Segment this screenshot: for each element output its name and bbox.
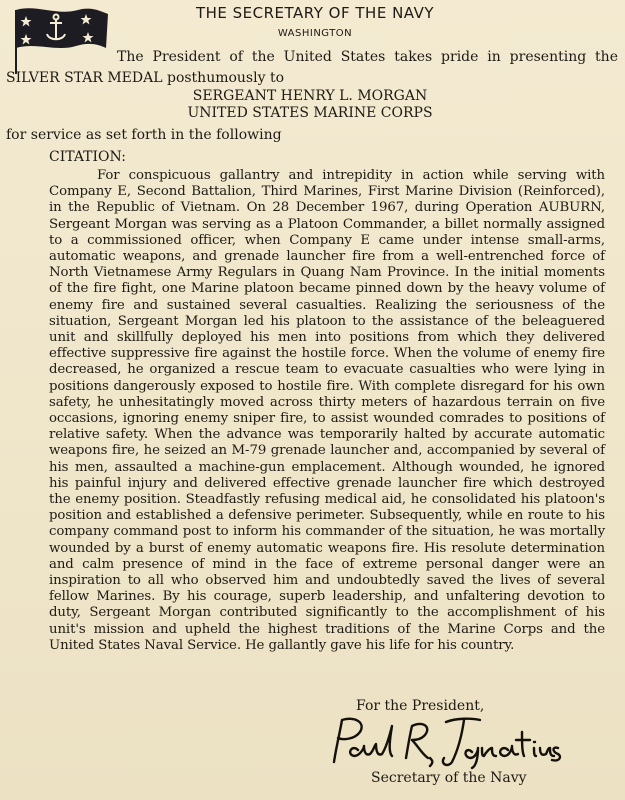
citation-text: For conspicuous gallantry and intrepidity in action while serving with Company E, Second Battalion, Third Marines, First Marine Division (Reinforced), in the Republic of Vietnam. On 28 December 1967, during Operation AUBURN, Sergeant Morgan was serving as a Platoon Commander, a billet normally assigned to a commissioned officer, when Company E came under intense small-arms, automatic weapons, and grenade launcher fire from a well-entrenched force of North Vietnamese Army Regulars in Quang Nam Province. In the initial moments of the fire fight, one Marine platoon became pinned down by the heavy volume of enemy fire and sustained several casualties. Realizing the seriousness of the situation, Sergeant Morgan led his platoon to the assistance of the beleaguered unit and skillfully deployed his men into positions from which they delivered effective suppressive fire against the hostile force. When the volume of enemy fire decreased, he organized a rescue team to evacuate casualties who were lying in positions dangerously exposed to hostile fire. With complete disregard for his own safety, he unhesitatingly moved across thirty meters of hazardous terrain on five occasions, ignoring enemy sniper fire, to assist wounded comrades to positions of relative safety. When the advance was temporarily halted by accurate automatic weapons fire, he seized an M-79 grenade launcher and, accompanied by several of his men, assaulted a machine-gun emplacement. Although wounded, he ignored his painful injury and delivered effective grenade launcher fire which destroyed the enemy position. Steadfastly refusing medical aid, he consolidated his platoon's position and established a defensive perimeter. Subsequently, while en route to his company command post to inform his commander of the situation, he was mortally wounded by a burst of enemy automatic weapons fire. His resolute determination and calm presence of mind in the face of extreme personal danger were an inspiration to all who observed him and undoubtedly saved the lives of several fellow Marines. By his courage, superb leadership, and unfaltering devotion to duty, Sergeant Morgan contributed significantly to the accomplishment of his unit's mission and upheld the highest traditions of the Marine Corps and the United States Naval Service. He gallantly gave his life for his country. xyxy=(49,168,605,653)
citation-label: CITATION: xyxy=(49,149,126,165)
intro-paragraph: The President of the United States takes pride in presenting the SILVER STAR MEDAL posthumously to xyxy=(6,49,618,86)
recipient-block xyxy=(160,88,460,122)
closing-line: For the President, xyxy=(356,698,485,714)
handwritten-signature xyxy=(322,712,562,770)
page-subtitle: WASHINGTON xyxy=(277,28,353,39)
service-line: for service as set forth in the following xyxy=(6,127,282,143)
recipient-branch: UNITED STATES MARINE CORPS xyxy=(187,105,433,121)
recipient-name: SERGEANT HENRY L. MORGAN xyxy=(192,88,428,104)
signer-title: Secretary of the Navy xyxy=(371,770,527,786)
page-title: THE SECRETARY OF THE NAVY xyxy=(195,4,435,22)
